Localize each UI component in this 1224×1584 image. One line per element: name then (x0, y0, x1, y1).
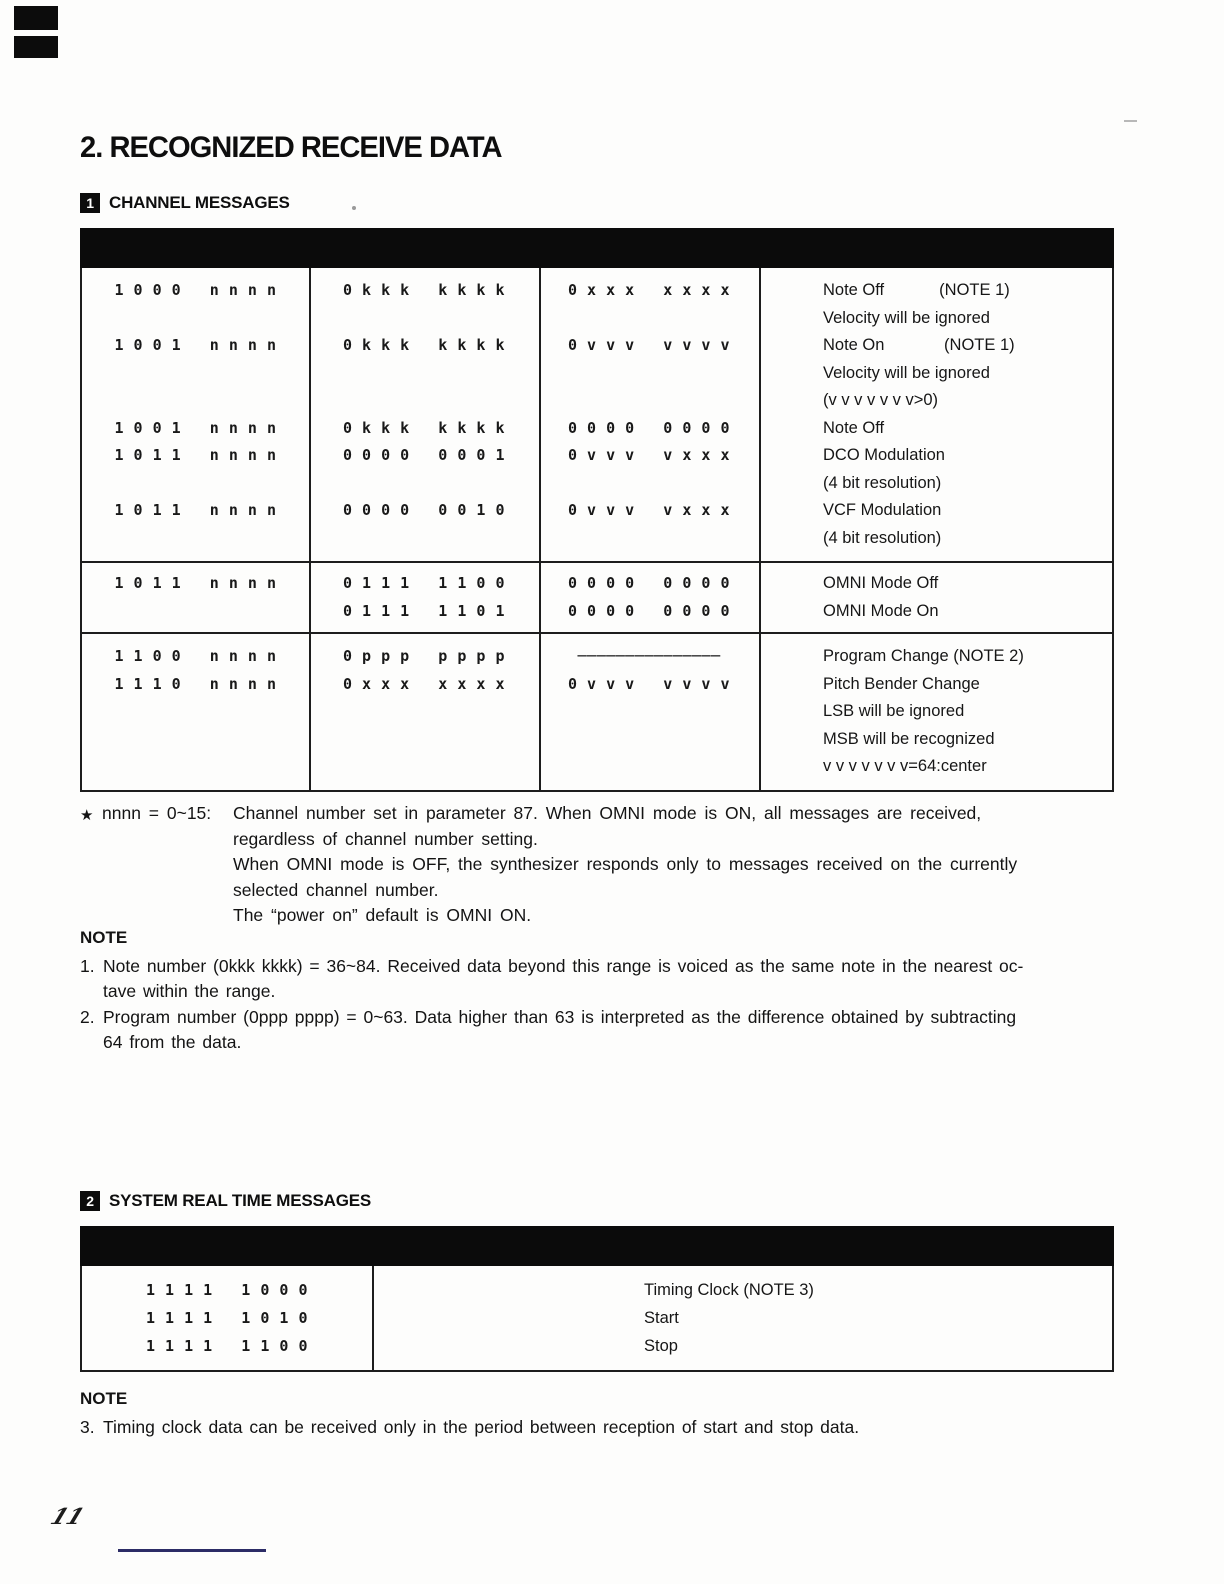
note-item (80, 1005, 1120, 1056)
table-row (82, 415, 1112, 443)
table-row (82, 1332, 1112, 1360)
description-cell: (4 bit resolution) (823, 528, 942, 547)
data-byte1-cell: 0 0 0 0 0 0 1 0 (342, 501, 506, 519)
status-byte-cell (82, 598, 309, 626)
data-byte1-cell (309, 525, 539, 553)
footnote-label: nnnn = 0~15: (102, 803, 212, 823)
column-divider (372, 1266, 374, 1370)
status-byte-cell: 1 1 0 0 n n n n (114, 647, 277, 665)
note-text (103, 954, 1120, 1005)
section-title: SYSTEM REAL TIME MESSAGES (109, 1191, 372, 1210)
registration-mark (14, 6, 58, 30)
table-row (82, 570, 1112, 598)
description-cell: Note Off (823, 418, 885, 437)
status-byte-cell (82, 387, 309, 415)
note-number: 3. (80, 1416, 95, 1437)
data-byte2-cell: 0 v v v v x x x (567, 446, 731, 464)
note-heading: NOTE (80, 1389, 128, 1408)
note-item (80, 954, 1120, 1005)
note-line: Timing clock data can be received only in the period between reception of start and stop data. (103, 1416, 860, 1437)
note-block-1 (80, 925, 1120, 1056)
message-group-omni-mode (82, 561, 1112, 632)
status-byte-cell (82, 360, 309, 388)
note-item (80, 1415, 1120, 1441)
data-byte2-dash: ─────────────── (577, 647, 721, 665)
table-body (80, 268, 1114, 792)
table-row (82, 277, 1112, 305)
data-byte2-cell: 0 v v v v x x x (567, 501, 731, 519)
data-byte1-cell: 0 0 0 0 0 0 0 1 (342, 446, 506, 464)
data-byte2-cell: 0 0 0 0 0 0 0 0 (567, 574, 731, 592)
status-byte-cell (82, 726, 309, 754)
data-byte2-cell: 0 0 0 0 0 0 0 0 (567, 601, 731, 620)
table-row (82, 442, 1112, 470)
table-row (82, 598, 1112, 626)
description-cell: (4 bit resolution) (823, 473, 942, 492)
description-cell: LSB will be ignored (823, 702, 965, 720)
data-byte2-cell: 0 0 0 0 0 0 0 0 (567, 418, 731, 437)
data-byte1-cell: 0 k k k k k k k (342, 418, 506, 437)
table-row (82, 470, 1112, 498)
data-byte1-cell (309, 305, 539, 333)
data-byte1-cell (309, 726, 539, 754)
data-byte2-cell (539, 726, 759, 754)
table-header-bar (80, 1226, 1114, 1266)
data-byte1-cell (309, 470, 539, 498)
description-cell: Velocity will be ignored (823, 363, 990, 382)
data-byte1-cell: 0 k k k k k k k (342, 281, 506, 299)
description-cell: VCF Modulation (823, 501, 942, 519)
data-byte2-cell (539, 753, 759, 781)
status-byte-cell (82, 753, 309, 781)
data-byte1-cell (309, 360, 539, 388)
data-byte1-cell: 0 p p p p p p p (342, 647, 506, 665)
data-byte1-cell (309, 698, 539, 726)
data-byte2-cell (539, 470, 759, 498)
channel-messages-table (80, 228, 1114, 792)
data-byte2-cell (539, 387, 759, 415)
star-icon: ★ (80, 807, 94, 824)
description-cell: Note Off (NOTE 1) (823, 281, 1010, 299)
description-cell: Velocity will be ignored (823, 308, 990, 327)
realtime-message-group (82, 1266, 1112, 1370)
status-byte-cell: 1 0 0 1 n n n n (114, 418, 277, 437)
table-row (82, 332, 1112, 360)
message-group-program-pitch (82, 632, 1112, 790)
status-byte-cell: 1 1 1 1 1 0 0 0 (145, 1281, 309, 1299)
note-number: 2. (80, 1006, 95, 1027)
table-row (82, 305, 1112, 333)
footnote-line: Channel number set in parameter 87. When OMNI mode is ON, all messages are received, (233, 803, 982, 823)
registration-mark (14, 36, 58, 58)
description-cell: DCO Modulation (823, 446, 945, 464)
footnote-line: regardless of channel number setting. (233, 828, 538, 849)
table-row (82, 726, 1112, 754)
note-number: 1. (80, 955, 95, 976)
description-cell: v v v v v v v=64:center (823, 757, 987, 775)
status-byte-cell: 1 1 1 0 n n n n (114, 674, 277, 693)
footnote-line: The “power on” default is OMNI ON. (233, 905, 532, 925)
note-text (103, 1005, 1120, 1056)
status-byte-cell (82, 698, 309, 726)
data-byte1-cell (309, 387, 539, 415)
page-title: 2. RECOGNIZED RECEIVE DATA (80, 131, 502, 164)
note-line: Program number (0ppp pppp) = 0~63. Data higher than 63 is interpreted as the difference obtained by subtracting (103, 1006, 1017, 1027)
note-block-2 (80, 1386, 1120, 1440)
status-byte-cell: 1 0 1 1 n n n n (114, 446, 277, 464)
data-byte1-cell: 0 1 1 1 1 1 0 1 (342, 601, 506, 620)
table-row (82, 643, 1112, 671)
description-cell: Pitch Bender Change (823, 674, 980, 693)
data-byte2-cell (539, 305, 759, 333)
data-byte1-cell: 0 1 1 1 1 1 0 0 (342, 574, 506, 592)
status-byte-cell: 1 1 1 1 1 1 0 0 (145, 1337, 309, 1355)
note-line: 64 from the data. (103, 1032, 242, 1052)
data-byte2-cell: 0 v v v v v v v (567, 674, 731, 693)
scan-artifact (1124, 120, 1137, 122)
table-row (82, 1304, 1112, 1332)
section-number-badge: 1 (80, 193, 100, 213)
status-byte-cell: 1 0 0 1 n n n n (114, 336, 277, 354)
description-cell: Program Change (NOTE 2) (823, 647, 1024, 665)
data-byte2-cell (539, 698, 759, 726)
footnote-line: selected channel number. (233, 879, 439, 900)
system-realtime-table (80, 1226, 1114, 1372)
table-body (80, 1266, 1114, 1372)
description-cell: (v v v v v v v>0) (823, 391, 939, 409)
section-header-system-realtime (80, 1191, 371, 1211)
handwritten-page-mark: 11 (46, 1504, 88, 1530)
data-byte2-cell: 0 v v v v v v v (567, 336, 731, 354)
data-byte2-cell: 0 x x x x x x x (567, 281, 731, 299)
note-line: Note number (0kkk kkkk) = 36~84. Received data beyond this range is voiced as the same note in the nearest oc- (103, 955, 1024, 976)
column-divider (539, 268, 541, 790)
description-cell: Timing Clock (NOTE 3) (644, 1281, 814, 1299)
column-divider (759, 268, 761, 790)
description-cell: MSB will be recognized (823, 729, 995, 748)
scan-artifact (352, 206, 356, 210)
table-row (82, 387, 1112, 415)
note-text (103, 1415, 1120, 1441)
table-row (82, 360, 1112, 388)
data-byte1-cell (309, 753, 539, 781)
column-divider (309, 268, 311, 790)
table-row (82, 1276, 1112, 1304)
note-heading: NOTE (80, 928, 128, 947)
data-byte1-cell: 0 k k k k k k k (342, 336, 506, 354)
table-row (82, 698, 1112, 726)
channel-number-footnote (80, 801, 1120, 929)
note-line: tave within the range. (103, 981, 276, 1001)
description-cell: Stop (644, 1337, 678, 1355)
description-cell: OMNI Mode Off (823, 574, 939, 592)
status-byte-cell: 1 0 1 1 n n n n (114, 574, 277, 592)
status-byte-cell: 1 0 0 0 n n n n (114, 281, 277, 299)
section-number-badge: 2 (80, 1191, 100, 1211)
description-cell: OMNI Mode On (823, 601, 939, 620)
data-byte2-cell (539, 525, 759, 553)
table-row (82, 525, 1112, 553)
status-byte-cell: 1 0 1 1 n n n n (114, 501, 277, 519)
footnote-text (233, 801, 1120, 929)
message-group-notes (82, 268, 1112, 561)
footnote-line: When OMNI mode is OFF, the synthesizer responds only to messages received on the currently (233, 854, 1018, 874)
status-byte-cell: 1 1 1 1 1 0 1 0 (145, 1309, 309, 1327)
description-cell: Start (644, 1309, 679, 1327)
status-byte-cell (82, 525, 309, 553)
section-header-channel-messages (80, 193, 290, 213)
data-byte2-cell (539, 360, 759, 388)
status-byte-cell (82, 470, 309, 498)
section-title: CHANNEL MESSAGES (109, 193, 290, 212)
description-cell: Note On (NOTE 1) (823, 336, 1015, 354)
table-row (82, 497, 1112, 525)
table-row (82, 671, 1112, 699)
table-header-bar (80, 228, 1114, 268)
pen-underline (118, 1549, 266, 1552)
data-byte1-cell: 0 x x x x x x x (342, 674, 506, 693)
status-byte-cell (82, 305, 309, 333)
table-row (82, 753, 1112, 781)
